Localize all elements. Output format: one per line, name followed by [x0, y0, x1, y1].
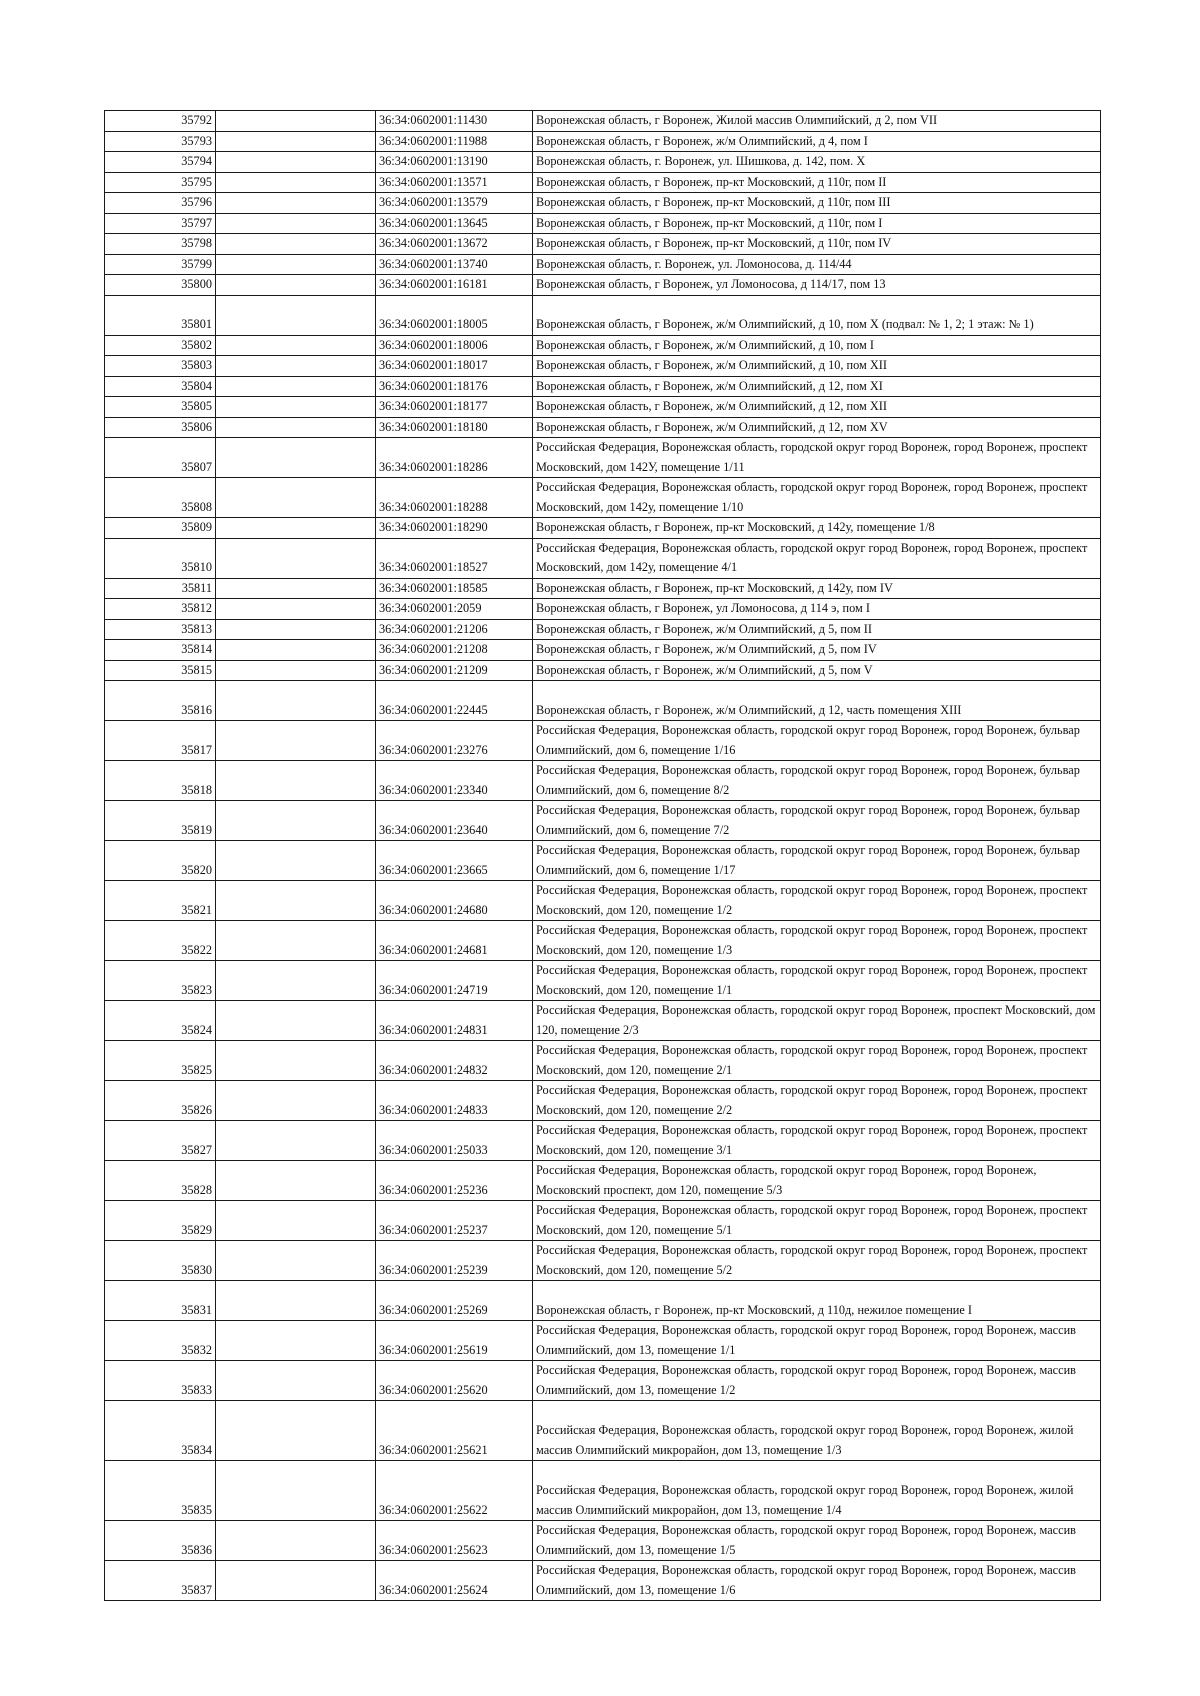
cadastral-number-cell: 36:34:0602001:25239	[376, 1241, 533, 1281]
cadastral-number-cell: 36:34:0602001:25624	[376, 1561, 533, 1601]
row-number-cell: 35797	[105, 213, 216, 234]
table-row	[105, 721, 1101, 761]
row-number-cell: 35832	[105, 1321, 216, 1361]
empty-cell	[216, 397, 376, 418]
empty-cell	[216, 518, 376, 539]
table-row	[105, 1521, 1101, 1561]
table-row	[105, 761, 1101, 801]
registry-table	[104, 110, 1101, 1601]
table-row	[105, 1461, 1101, 1521]
address-cell: Российская Федерация, Воронежская область, городской округ город Воронеж, город Воронеж, проспект Московский, дом 120, помещение 1/2	[533, 881, 1101, 921]
empty-cell	[216, 234, 376, 255]
row-number-cell: 35804	[105, 376, 216, 397]
address-cell: Воронежская область, г Воронеж, ж/м Олимпийский, д 12, часть помещения XIII	[533, 681, 1101, 721]
empty-cell	[216, 478, 376, 518]
address-cell: Воронежская область, г Воронеж, пр-кт Московский, д 110г, пом I	[533, 213, 1101, 234]
cadastral-number-cell: 36:34:0602001:18286	[376, 438, 533, 478]
empty-cell	[216, 578, 376, 599]
empty-cell	[216, 152, 376, 173]
cadastral-number-cell: 36:34:0602001:18006	[376, 335, 533, 356]
empty-cell	[216, 193, 376, 214]
table-row	[105, 1281, 1101, 1321]
empty-cell	[216, 417, 376, 438]
table-row	[105, 111, 1101, 132]
empty-cell	[216, 1081, 376, 1121]
row-number-cell: 35821	[105, 881, 216, 921]
table-row	[105, 1561, 1101, 1601]
address-cell: Воронежская область, г. Воронеж, ул. Ломоносова, д. 114/44	[533, 254, 1101, 275]
address-cell: Российская Федерация, Воронежская область, городской округ город Воронеж, город Воронеж, проспект Московский, дом 142у, помещение 1/10	[533, 478, 1101, 518]
row-number-cell: 35819	[105, 801, 216, 841]
empty-cell	[216, 1321, 376, 1361]
table-row	[105, 1361, 1101, 1401]
row-number-cell: 35813	[105, 619, 216, 640]
table-row	[105, 254, 1101, 275]
table-row	[105, 275, 1101, 296]
address-cell: Российская Федерация, Воронежская область, городской округ город Воронеж, город Воронеж, проспект Московский, дом 120, помещение 5/2	[533, 1241, 1101, 1281]
row-number-cell: 35817	[105, 721, 216, 761]
address-cell: Российская Федерация, Воронежская область, городской округ город Воронеж, город Воронеж, проспект Московский, дом 120, помещение 2/2	[533, 1081, 1101, 1121]
cadastral-number-cell: 36:34:0602001:13579	[376, 193, 533, 214]
cadastral-number-cell: 36:34:0602001:21209	[376, 660, 533, 681]
table-row	[105, 1401, 1101, 1461]
row-number-cell: 35798	[105, 234, 216, 255]
table-row	[105, 921, 1101, 961]
table-row	[105, 640, 1101, 661]
address-cell: Российская Федерация, Воронежская область, городской округ город Воронеж, город Воронеж, бульвар Олимпийский, дом 6, помещение 1/17	[533, 841, 1101, 881]
row-number-cell: 35824	[105, 1001, 216, 1041]
address-cell: Воронежская область, г Воронеж, ж/м Олимпийский, д 4, пом I	[533, 131, 1101, 152]
cadastral-number-cell: 36:34:0602001:13740	[376, 254, 533, 275]
row-number-cell: 35829	[105, 1201, 216, 1241]
cadastral-number-cell: 36:34:0602001:23640	[376, 801, 533, 841]
table-row	[105, 478, 1101, 518]
address-cell: Российская Федерация, Воронежская область, городской округ город Воронеж, проспект Московский, дом 120, помещение 2/3	[533, 1001, 1101, 1041]
empty-cell	[216, 640, 376, 661]
cadastral-number-cell: 36:34:0602001:25621	[376, 1401, 533, 1461]
table-row	[105, 1161, 1101, 1201]
empty-cell	[216, 1401, 376, 1461]
cadastral-number-cell: 36:34:0602001:13190	[376, 152, 533, 173]
address-cell: Российская Федерация, Воронежская область, городской округ город Воронеж, город Воронеж, проспект Московский, дом 120, помещение 5/1	[533, 1201, 1101, 1241]
address-cell: Российская Федерация, Воронежская область, городской округ город Воронеж, город Воронеж, проспект Московский, дом 120, помещение 2/1	[533, 1041, 1101, 1081]
row-number-cell: 35799	[105, 254, 216, 275]
row-number-cell: 35828	[105, 1161, 216, 1201]
cadastral-number-cell: 36:34:0602001:21206	[376, 619, 533, 640]
cadastral-number-cell: 36:34:0602001:23340	[376, 761, 533, 801]
empty-cell	[216, 295, 376, 335]
row-number-cell: 35811	[105, 578, 216, 599]
table-row	[105, 801, 1101, 841]
cadastral-number-cell: 36:34:0602001:18290	[376, 518, 533, 539]
table-row	[105, 681, 1101, 721]
table-row	[105, 376, 1101, 397]
empty-cell	[216, 841, 376, 881]
address-cell: Российская Федерация, Воронежская область, городской округ город Воронеж, город Воронеж, проспект Московский, дом 142У, помещение 1/11	[533, 438, 1101, 478]
address-cell: Воронежская область, г Воронеж, ж/м Олимпийский, д 10, пом XII	[533, 356, 1101, 377]
address-cell: Воронежская область, г Воронеж, Жилой массив Олимпийский, д 2, пом VII	[533, 111, 1101, 132]
empty-cell	[216, 538, 376, 578]
table-row	[105, 295, 1101, 335]
row-number-cell: 35812	[105, 599, 216, 620]
empty-cell	[216, 801, 376, 841]
cadastral-number-cell: 36:34:0602001:18176	[376, 376, 533, 397]
cadastral-number-cell: 36:34:0602001:25620	[376, 1361, 533, 1401]
address-cell: Воронежская область, г Воронеж, ж/м Олимпийский, д 12, пом XV	[533, 417, 1101, 438]
row-number-cell: 35833	[105, 1361, 216, 1401]
empty-cell	[216, 213, 376, 234]
cadastral-number-cell: 36:34:0602001:21208	[376, 640, 533, 661]
row-number-cell: 35805	[105, 397, 216, 418]
table-row	[105, 438, 1101, 478]
table-row	[105, 578, 1101, 599]
cadastral-number-cell: 36:34:0602001:24832	[376, 1041, 533, 1081]
row-number-cell: 35794	[105, 152, 216, 173]
table-row	[105, 1001, 1101, 1041]
row-number-cell: 35800	[105, 275, 216, 296]
address-cell: Воронежская область, г Воронеж, пр-кт Московский, д 142у, помещение 1/8	[533, 518, 1101, 539]
cadastral-number-cell: 36:34:0602001:11430	[376, 111, 533, 132]
cadastral-number-cell: 36:34:0602001:24719	[376, 961, 533, 1001]
empty-cell	[216, 1001, 376, 1041]
address-cell: Российская Федерация, Воронежская область, городской округ город Воронеж, город Воронеж, жилой массив Олимпийский микрорайон, дом 13, помещение 1/4	[533, 1461, 1101, 1521]
address-cell: Воронежская область, г Воронеж, пр-кт Московский, д 142у, пом IV	[533, 578, 1101, 599]
row-number-cell: 35810	[105, 538, 216, 578]
empty-cell	[216, 275, 376, 296]
row-number-cell: 35796	[105, 193, 216, 214]
table-row	[105, 152, 1101, 173]
cadastral-number-cell: 36:34:0602001:18288	[376, 478, 533, 518]
empty-cell	[216, 438, 376, 478]
row-number-cell: 35809	[105, 518, 216, 539]
address-cell: Российская Федерация, Воронежская область, городской округ город Воронеж, город Воронеж, массив Олимпийский, дом 13, помещение 1/6	[533, 1561, 1101, 1601]
row-number-cell: 35826	[105, 1081, 216, 1121]
cadastral-number-cell: 36:34:0602001:13672	[376, 234, 533, 255]
row-number-cell: 35822	[105, 921, 216, 961]
table-row	[105, 1321, 1101, 1361]
address-cell: Воронежская область, г Воронеж, ж/м Олимпийский, д 5, пом V	[533, 660, 1101, 681]
row-number-cell: 35820	[105, 841, 216, 881]
cadastral-number-cell: 36:34:0602001:25236	[376, 1161, 533, 1201]
empty-cell	[216, 961, 376, 1001]
row-number-cell: 35818	[105, 761, 216, 801]
cadastral-number-cell: 36:34:0602001:18017	[376, 356, 533, 377]
empty-cell	[216, 681, 376, 721]
address-cell: Воронежская область, г Воронеж, ж/м Олимпийский, д 12, пом XI	[533, 376, 1101, 397]
address-cell: Российская Федерация, Воронежская область, городской округ город Воронеж, город Воронеж, проспект Московский, дом 120, помещение 1/1	[533, 961, 1101, 1001]
empty-cell	[216, 921, 376, 961]
table-row	[105, 841, 1101, 881]
table-row	[105, 538, 1101, 578]
row-number-cell: 35795	[105, 172, 216, 193]
row-number-cell: 35803	[105, 356, 216, 377]
empty-cell	[216, 172, 376, 193]
cadastral-number-cell: 36:34:0602001:18527	[376, 538, 533, 578]
address-cell: Российская Федерация, Воронежская область, городской округ город Воронеж, город Воронеж, массив Олимпийский, дом 13, помещение 1/1	[533, 1321, 1101, 1361]
table-row	[105, 599, 1101, 620]
address-cell: Российская Федерация, Воронежская область, городской округ город Воронеж, город Воронеж, бульвар Олимпийский, дом 6, помещение 8/2	[533, 761, 1101, 801]
address-cell: Воронежская область, г Воронеж, пр-кт Московский, д 110г, пом II	[533, 172, 1101, 193]
cadastral-number-cell: 36:34:0602001:25619	[376, 1321, 533, 1361]
empty-cell	[216, 660, 376, 681]
cadastral-number-cell: 36:34:0602001:18585	[376, 578, 533, 599]
cadastral-number-cell: 36:34:0602001:24681	[376, 921, 533, 961]
empty-cell	[216, 1041, 376, 1081]
table-row	[105, 417, 1101, 438]
cadastral-number-cell: 36:34:0602001:24833	[376, 1081, 533, 1121]
empty-cell	[216, 599, 376, 620]
cadastral-number-cell: 36:34:0602001:11988	[376, 131, 533, 152]
table-row	[105, 131, 1101, 152]
table-row	[105, 1241, 1101, 1281]
address-cell: Российская Федерация, Воронежская область, городской округ город Воронеж, город Воронеж, бульвар Олимпийский, дом 6, помещение 1/16	[533, 721, 1101, 761]
table-row	[105, 172, 1101, 193]
table-row	[105, 518, 1101, 539]
row-number-cell: 35831	[105, 1281, 216, 1321]
empty-cell	[216, 131, 376, 152]
empty-cell	[216, 376, 376, 397]
table-row	[105, 234, 1101, 255]
row-number-cell: 35827	[105, 1121, 216, 1161]
address-cell: Российская Федерация, Воронежская область, городской округ город Воронеж, город Воронеж, Московский проспект, дом 120, помещение 5/3	[533, 1161, 1101, 1201]
cadastral-number-cell: 36:34:0602001:18177	[376, 397, 533, 418]
cadastral-number-cell: 36:34:0602001:16181	[376, 275, 533, 296]
row-number-cell: 35802	[105, 335, 216, 356]
table-row	[105, 961, 1101, 1001]
row-number-cell: 35830	[105, 1241, 216, 1281]
cadastral-number-cell: 36:34:0602001:25622	[376, 1461, 533, 1521]
table-row	[105, 356, 1101, 377]
table-row	[105, 1081, 1101, 1121]
address-cell: Воронежская область, г Воронеж, ул Ломоносова, д 114 э, пом I	[533, 599, 1101, 620]
table-row	[105, 193, 1101, 214]
row-number-cell: 35837	[105, 1561, 216, 1601]
registry-table-body	[105, 111, 1101, 1601]
cadastral-number-cell: 36:34:0602001:22445	[376, 681, 533, 721]
row-number-cell: 35792	[105, 111, 216, 132]
address-cell: Воронежская область, г Воронеж, ул Ломоносова, д 114/17, пом 13	[533, 275, 1101, 296]
table-row	[105, 1121, 1101, 1161]
cadastral-number-cell: 36:34:0602001:24680	[376, 881, 533, 921]
address-cell: Российская Федерация, Воронежская область, городской округ город Воронеж, город Воронеж, массив Олимпийский, дом 13, помещение 1/2	[533, 1361, 1101, 1401]
cadastral-number-cell: 36:34:0602001:25237	[376, 1201, 533, 1241]
address-cell: Воронежская область, г Воронеж, ж/м Олимпийский, д 5, пом IV	[533, 640, 1101, 661]
row-number-cell: 35801	[105, 295, 216, 335]
cadastral-number-cell: 36:34:0602001:25033	[376, 1121, 533, 1161]
row-number-cell: 35835	[105, 1461, 216, 1521]
empty-cell	[216, 1121, 376, 1161]
empty-cell	[216, 721, 376, 761]
empty-cell	[216, 1281, 376, 1321]
address-cell: Российская Федерация, Воронежская область, городской округ город Воронеж, город Воронеж, бульвар Олимпийский, дом 6, помещение 7/2	[533, 801, 1101, 841]
empty-cell	[216, 881, 376, 921]
cadastral-number-cell: 36:34:0602001:18005	[376, 295, 533, 335]
row-number-cell: 35806	[105, 417, 216, 438]
address-cell: Российская Федерация, Воронежская область, городской округ город Воронеж, город Воронеж, проспект Московский, дом 142у, помещение 4/1	[533, 538, 1101, 578]
empty-cell	[216, 1461, 376, 1521]
table-row	[105, 397, 1101, 418]
empty-cell	[216, 111, 376, 132]
cadastral-number-cell: 36:34:0602001:25269	[376, 1281, 533, 1321]
table-row	[105, 660, 1101, 681]
empty-cell	[216, 1521, 376, 1561]
address-cell: Российская Федерация, Воронежская область, городской округ город Воронеж, город Воронеж, жилой массив Олимпийский микрорайон, дом 13, помещение 1/3	[533, 1401, 1101, 1461]
empty-cell	[216, 1241, 376, 1281]
cadastral-number-cell: 36:34:0602001:24831	[376, 1001, 533, 1041]
table-row	[105, 1041, 1101, 1081]
empty-cell	[216, 254, 376, 275]
row-number-cell: 35836	[105, 1521, 216, 1561]
cadastral-number-cell: 36:34:0602001:13571	[376, 172, 533, 193]
table-row	[105, 1201, 1101, 1241]
address-cell: Воронежская область, г Воронеж, пр-кт Московский, д 110г, пом IV	[533, 234, 1101, 255]
address-cell: Воронежская область, г Воронеж, пр-кт Московский, д 110д, нежилое помещение I	[533, 1281, 1101, 1321]
row-number-cell: 35834	[105, 1401, 216, 1461]
empty-cell	[216, 356, 376, 377]
address-cell: Воронежская область, г Воронеж, ж/м Олимпийский, д 5, пом II	[533, 619, 1101, 640]
empty-cell	[216, 1161, 376, 1201]
cadastral-number-cell: 36:34:0602001:2059	[376, 599, 533, 620]
address-cell: Российская Федерация, Воронежская область, городской округ город Воронеж, город Воронеж, проспект Московский, дом 120, помещение 1/3	[533, 921, 1101, 961]
address-cell: Российская Федерация, Воронежская область, городской округ город Воронеж, город Воронеж, массив Олимпийский, дом 13, помещение 1/5	[533, 1521, 1101, 1561]
row-number-cell: 35807	[105, 438, 216, 478]
row-number-cell: 35815	[105, 660, 216, 681]
table-row	[105, 335, 1101, 356]
table-row	[105, 881, 1101, 921]
cadastral-number-cell: 36:34:0602001:18180	[376, 417, 533, 438]
cadastral-number-cell: 36:34:0602001:23665	[376, 841, 533, 881]
cadastral-number-cell: 36:34:0602001:25623	[376, 1521, 533, 1561]
cadastral-number-cell: 36:34:0602001:23276	[376, 721, 533, 761]
row-number-cell: 35793	[105, 131, 216, 152]
empty-cell	[216, 1561, 376, 1601]
row-number-cell: 35814	[105, 640, 216, 661]
row-number-cell: 35808	[105, 478, 216, 518]
address-cell: Воронежская область, г Воронеж, ж/м Олимпийский, д 12, пом XII	[533, 397, 1101, 418]
cadastral-number-cell: 36:34:0602001:13645	[376, 213, 533, 234]
empty-cell	[216, 1361, 376, 1401]
address-cell: Воронежская область, г Воронеж, ж/м Олимпийский, д 10, пом I	[533, 335, 1101, 356]
row-number-cell: 35825	[105, 1041, 216, 1081]
table-row	[105, 213, 1101, 234]
address-cell: Воронежская область, г. Воронеж, ул. Шишкова, д. 142, пом. X	[533, 152, 1101, 173]
row-number-cell: 35823	[105, 961, 216, 1001]
empty-cell	[216, 619, 376, 640]
empty-cell	[216, 761, 376, 801]
table-row	[105, 619, 1101, 640]
address-cell: Российская Федерация, Воронежская область, городской округ город Воронеж, город Воронеж, проспект Московский, дом 120, помещение 3/1	[533, 1121, 1101, 1161]
empty-cell	[216, 335, 376, 356]
row-number-cell: 35816	[105, 681, 216, 721]
address-cell: Воронежская область, г Воронеж, пр-кт Московский, д 110г, пом III	[533, 193, 1101, 214]
address-cell: Воронежская область, г Воронеж, ж/м Олимпийский, д 10, пом X (подвал: № 1, 2; 1 этаж: № 1)	[533, 295, 1101, 335]
empty-cell	[216, 1201, 376, 1241]
